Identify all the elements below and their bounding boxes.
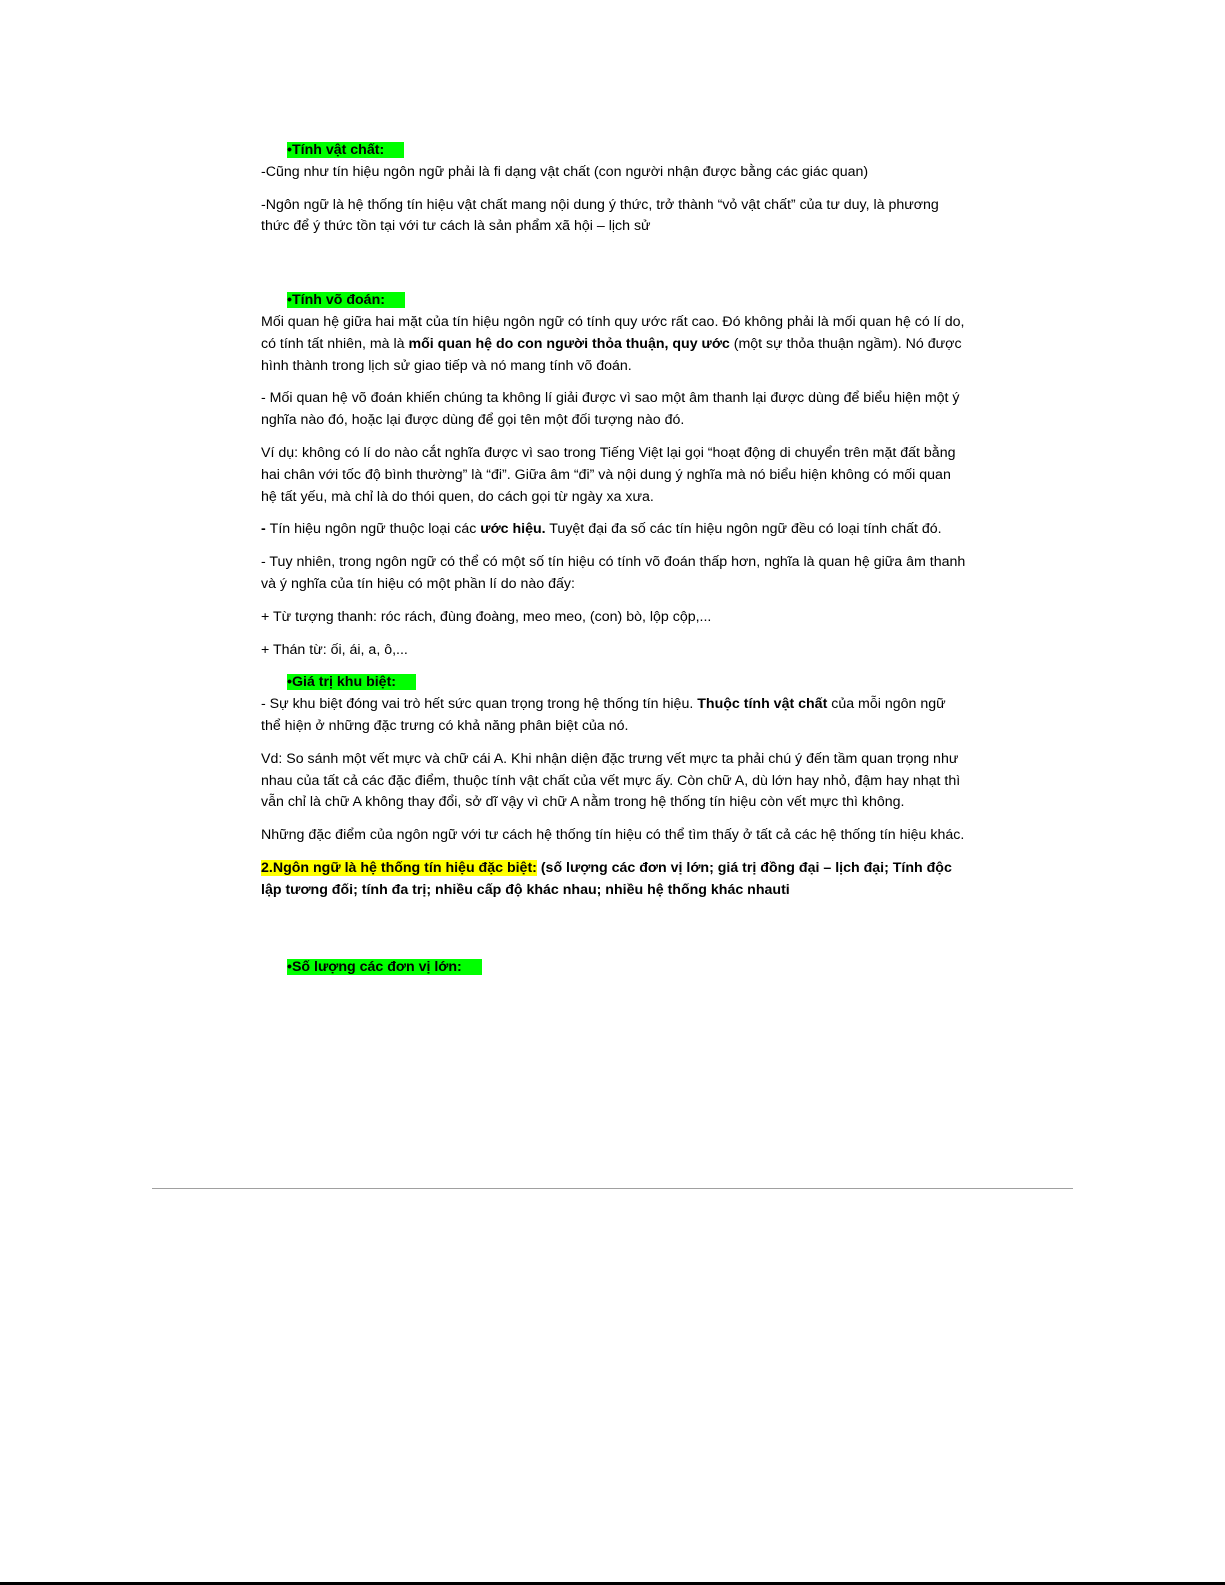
document-body xyxy=(261,140,966,978)
heading-so-luong-don-vi: •Số lượng các đơn vị lớn: xyxy=(261,957,966,979)
paragraph: Ví dụ: không có lí do nào cắt nghĩa được vì sao trong Tiếng Việt lại gọi “hoạt động di chuyển trên mặt đất bằng hai chân với tốc độ bình thường” là “đi”. Giữa âm “đi” và nội dung ý nghĩa mà nó biểu hiện không có mối quan hệ tất yếu, mà chỉ là do thói quen, do cách gọi từ ngày xa xưa. xyxy=(261,444,956,505)
heading-gia-tri-khu-biet: •Giá trị khu biệt: xyxy=(261,672,966,694)
paragraph: -Ngôn ngữ là hệ thống tín hiệu vật chất mang nội dung ý thức, trở thành “vỏ vật chất” của tư duy, là phương thức để ý thức tồn tại với tư cách là sản phẩm xã hội – lịch sử xyxy=(261,196,939,235)
spacer xyxy=(261,913,966,957)
paragraph: - Mối quan hệ võ đoán khiến chúng ta không lí giải được vì sao một âm thanh lại được dùng để biểu hiện một ý nghĩa nào đó, hoặc lại được dùng để gọi tên một đối tượng nào đó. xyxy=(261,390,960,429)
heading-tinh-vat-chat: •Tính vật chất: xyxy=(261,140,966,162)
paragraph: - Tín hiệu ngôn ngữ thuộc loại các ước hiệu. Tuyệt đại đa số các tín hiệu ngôn ngữ đều có loại tính chất đó. xyxy=(261,521,942,538)
paragraph: Vd: So sánh một vết mực và chữ cái A. Khi nhận diện đặc trưng vết mực ta phải chú ý đến tầm quan trọng như nhau của tất cả các đặc điểm, thuộc tính vật chất của vết mực ấy. Còn chữ A, dù lớn hay nhỏ, đậm hay nhạt thì vẫn chỉ là chữ A không thay đổi, sở dĩ vậy vì chữ A nằm trong hệ thống tín hiệu còn vết mực thì không. xyxy=(261,750,961,811)
paragraph: - Tuy nhiên, trong ngôn ngữ có thể có một số tín hiệu có tính võ đoán thấp hơn, nghĩa là quan hệ giữa âm thanh và ý nghĩa của tín hiệu có một phần lí do nào đấy: xyxy=(261,554,966,592)
paragraph: Những đặc điểm của ngôn ngữ với tư cách hệ thống tín hiệu có thể tìm thấy ở tất cả các hệ thống tín hiệu khác. xyxy=(261,827,965,844)
page-divider xyxy=(152,1188,1073,1189)
paragraph: + Thán từ: ối, ái, a, ô,... xyxy=(261,641,408,658)
paragraph: - Sự khu biệt đóng vai trò hết sức quan trọng trong hệ thống tín hiệu. Thuộc tính vật chất của mỗi ngôn ngữ thể hiện ở những đặc trưng có khả năng phân biệt của nó. xyxy=(261,696,946,734)
section-heading-ngon-ngu-dac-biet: 2.Ngôn ngữ là hệ thống tín hiệu đặc biệt: (số lượng các đơn vị lớn; giá trị đồng đại – lịch đại; Tính độc lập tương đối; tính đa trị; nhiều cấp độ khác nhau; nhiều hệ thống khác nhauti xyxy=(261,859,952,898)
paragraph: Mối quan hệ giữa hai mặt của tín hiệu ngôn ngữ có tính quy ước rất cao. Đó không phải là mối quan hệ có lí do, có tính tất nhiên, mà là mối quan hệ do con người thỏa thuận, quy ước (một sự thỏa thuận ngầm). Nó được hình thành trong lịch sử giao tiếp và nó mang tính võ đoán. xyxy=(261,313,965,374)
paragraph: -Cũng như tín hiệu ngôn ngữ phải là fi dạng vật chất (con người nhận được bằng các giác quan) xyxy=(261,163,869,180)
spacer xyxy=(261,249,966,290)
paragraph: + Từ tượng thanh: róc rách, đùng đoàng, meo meo, (con) bò, lộp cộp,... xyxy=(261,608,712,625)
heading-tinh-vo-doan: •Tính võ đoán: xyxy=(261,290,966,312)
